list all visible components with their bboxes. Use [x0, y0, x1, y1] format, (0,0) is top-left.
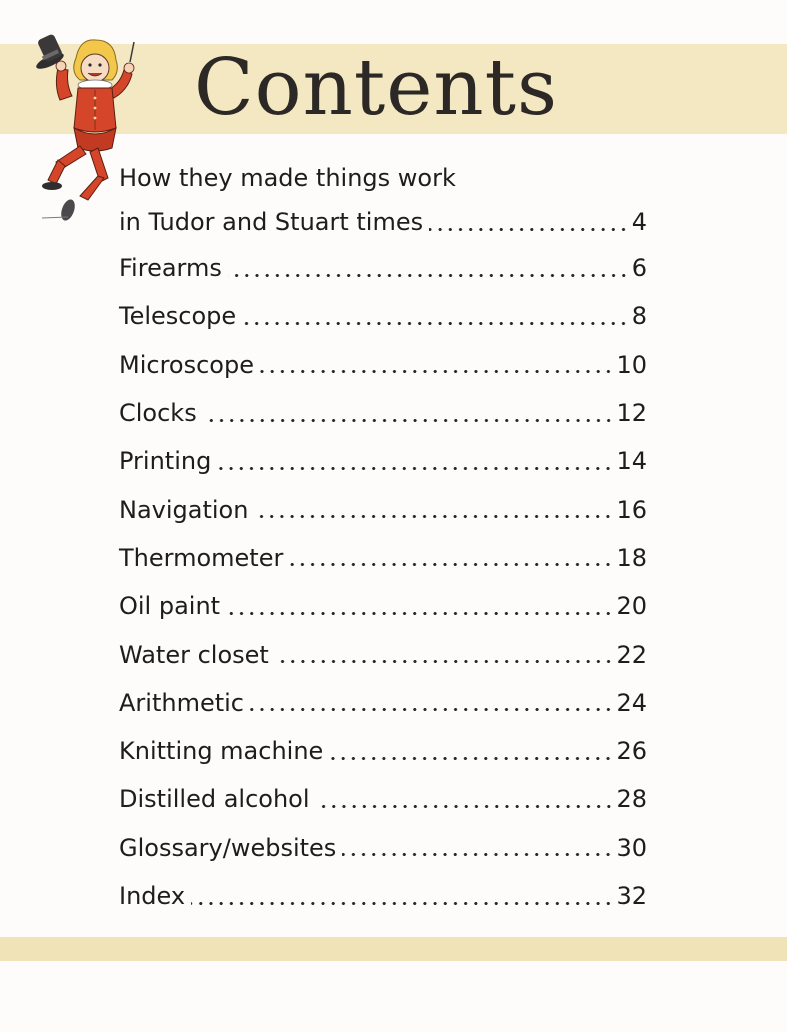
toc-entry [119, 534, 647, 582]
toc-entry [119, 824, 647, 872]
dot-leader [250, 708, 613, 711]
dot-leader [226, 612, 613, 615]
table-of-contents [119, 156, 647, 920]
toc-entry-label: Telescope [119, 302, 237, 331]
toc-page-number: 10 [616, 350, 647, 379]
dot-leader [429, 228, 629, 231]
dot-leader [191, 902, 613, 905]
toc-entry [119, 292, 647, 340]
page-title: Contents [194, 43, 558, 133]
dot-leader [329, 757, 613, 760]
toc-page-number: 4 [631, 208, 647, 236]
dot-leader [275, 660, 614, 663]
dot-leader [260, 370, 613, 373]
toc-entry [119, 437, 647, 485]
dot-leader [242, 322, 629, 325]
toc-entry [119, 341, 647, 389]
toc-entry-label: Navigation [119, 495, 249, 524]
toc-entry-intro [119, 156, 647, 244]
toc-entry-label: Microscope [119, 350, 254, 379]
toc-page-number: 8 [631, 302, 647, 331]
toc-entry-label: Arithmetic [119, 688, 244, 717]
dot-leader [289, 563, 613, 566]
toc-entry-label: Thermometer [119, 543, 284, 572]
toc-entry [119, 244, 647, 292]
toc-entry [119, 872, 647, 920]
toc-entry [119, 630, 647, 678]
toc-entry-label: Firearms [119, 254, 222, 283]
toc-page-number: 6 [631, 254, 647, 283]
dot-leader [254, 515, 613, 518]
toc-entry [119, 582, 647, 630]
toc-entry-label: in Tudor and Stuart times [119, 208, 424, 236]
toc-entry-label: Index [119, 882, 186, 910]
toc-page-number: 28 [616, 785, 647, 814]
toc-page-number: 12 [616, 399, 647, 428]
toc-entry-label: Distilled alcohol [119, 785, 310, 814]
dot-leader [342, 853, 613, 856]
toc-page-number: 16 [616, 495, 647, 524]
toc-entry-label: Knitting machine [119, 737, 324, 766]
toc-page-number: 20 [616, 592, 647, 621]
toc-page-number: 26 [616, 737, 647, 766]
dot-leader [316, 805, 614, 808]
footer-band [0, 937, 787, 961]
toc-page-number: 32 [616, 882, 647, 910]
toc-entry [119, 775, 647, 823]
dot-leader [217, 467, 613, 470]
toc-page-number: 24 [616, 688, 647, 717]
toc-entry-label: Printing [119, 447, 212, 476]
toc-entry [119, 679, 647, 727]
toc-entry-label: Clocks [119, 399, 197, 428]
toc-entry-label: Water closet [119, 640, 269, 669]
toc-page-number: 30 [616, 833, 647, 862]
toc-entry [119, 485, 647, 533]
toc-entry-label: How they made things work [119, 164, 456, 192]
toc-entry [119, 389, 647, 437]
toc-entry-label: Glossary/websites [119, 833, 337, 862]
toc-entry-label: Oil paint [119, 592, 221, 621]
dot-leader [228, 274, 629, 277]
toc-page-number: 18 [616, 543, 647, 572]
toc-page-number: 22 [616, 640, 647, 669]
toc-entry [119, 727, 647, 775]
dot-leader [203, 419, 614, 422]
toc-page-number: 14 [616, 447, 647, 476]
